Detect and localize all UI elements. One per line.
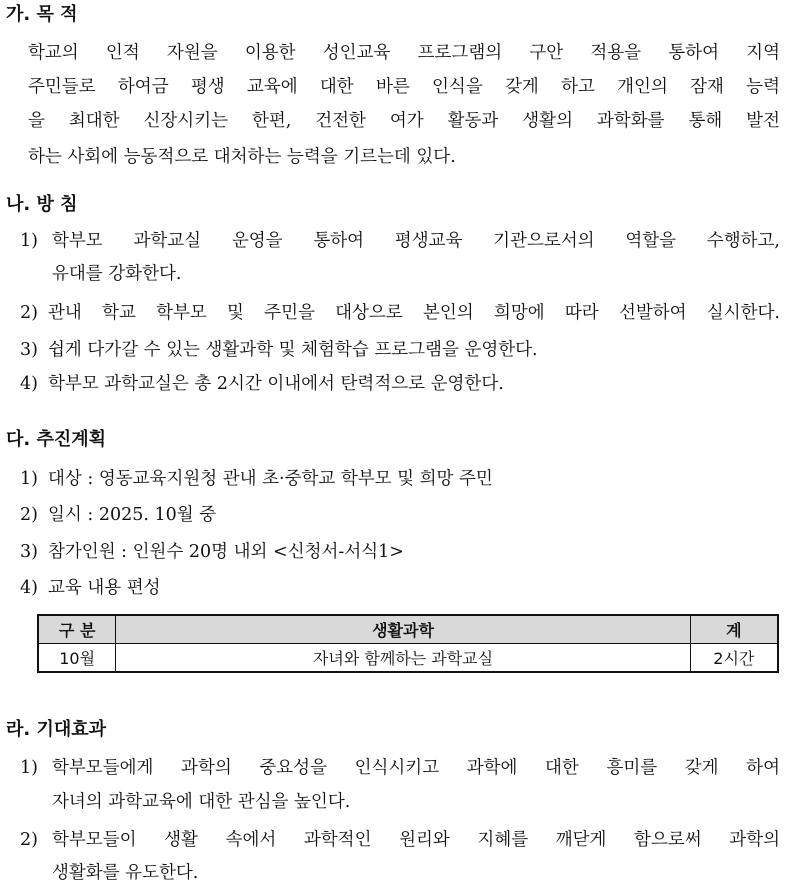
plan-item-3-num: 3) — [20, 542, 38, 562]
effects-item-2-num: 2) — [20, 830, 38, 850]
policy-item-2-num: 2) — [20, 303, 38, 323]
policy-item-1-line-1: 학부모 과학교실 운영을 통하여 평생교육 기관으로서의 역할을 수행하고, — [52, 231, 780, 251]
table-header-category: 구 분 — [38, 615, 116, 644]
policy-item-4-num: 4) — [20, 374, 38, 394]
table-header-program: 생활과학 — [116, 615, 690, 644]
section-heading-effects: 라. 기대효과 — [6, 719, 107, 740]
purpose-line-3: 을 최대한 신장시키는 한편, 건전한 여가 활동과 생활의 과학화를 통해 발전 — [28, 111, 780, 131]
table-cell-program: 자녀와 함께하는 과학교실 — [116, 644, 690, 673]
table-header-row — [38, 615, 778, 644]
effects-item-2-line-1: 학부모들이 생활 속에서 과학적인 원리와 지혜를 깨닫게 함으로써 과학의 — [52, 830, 780, 850]
section-heading-policy: 나. 방 침 — [6, 194, 78, 215]
policy-item-4-line-1: 학부모 과학교실은 총 2시간 이내에서 탄력적으로 운영한다. — [48, 374, 504, 394]
effects-item-1-num: 1) — [20, 758, 38, 778]
policy-item-2-line-1: 관내 학교 학부모 및 주민을 대상으로 본인의 희망에 따라 선발하여 실시한다. — [48, 303, 780, 323]
effects-item-1-line-2: 자녀의 과학교육에 대한 관심을 높인다. — [52, 792, 351, 812]
education-schedule-table — [37, 614, 779, 673]
table-cell-month: 10월 — [38, 644, 116, 673]
purpose-line-1: 학교의 인적 자원을 이용한 성인교육 프로그램의 구안 적용을 통하여 지역 — [28, 43, 780, 63]
plan-item-3-text: 참가인원 : 인원수 20명 내외 <신청서-서식1> — [48, 542, 404, 562]
section-heading-purpose: 가. 목 적 — [6, 4, 78, 25]
table-header-total: 계 — [690, 615, 778, 644]
policy-item-3-num: 3) — [20, 340, 38, 360]
policy-item-3-line-1: 쉽게 다가갈 수 있는 생활과학 및 체험학습 프로그램을 운영한다. — [48, 340, 538, 360]
purpose-line-2: 주민들로 하여금 평생 교육에 대한 바른 인식을 갖게 하고 개인의 잠재 능력 — [28, 77, 780, 97]
plan-item-4-num: 4) — [20, 578, 38, 598]
policy-item-1-num: 1) — [20, 231, 38, 251]
policy-item-1-line-2: 유대를 강화한다. — [52, 264, 182, 284]
plan-item-4-text: 교육 내용 편성 — [48, 578, 161, 598]
plan-item-2-text: 일시 : 2025. 10월 중 — [48, 505, 217, 525]
plan-item-1-text: 대상 : 영동교육지원청 관내 초·중학교 학부모 및 희망 주민 — [48, 469, 493, 489]
table-cell-duration: 2시간 — [690, 644, 778, 673]
table-row — [38, 644, 778, 673]
purpose-line-4: 하는 사회에 능동적으로 대처하는 능력을 기르는데 있다. — [28, 147, 456, 167]
plan-item-1-num: 1) — [20, 469, 38, 489]
section-heading-plan: 다. 추진계획 — [6, 429, 107, 450]
effects-item-2-line-2: 생활화를 유도한다. — [52, 863, 199, 883]
plan-item-2-num: 2) — [20, 505, 38, 525]
effects-item-1-line-1: 학부모들에게 과학의 중요성을 인식시키고 과학에 대한 흥미를 갖게 하여 — [52, 758, 780, 778]
